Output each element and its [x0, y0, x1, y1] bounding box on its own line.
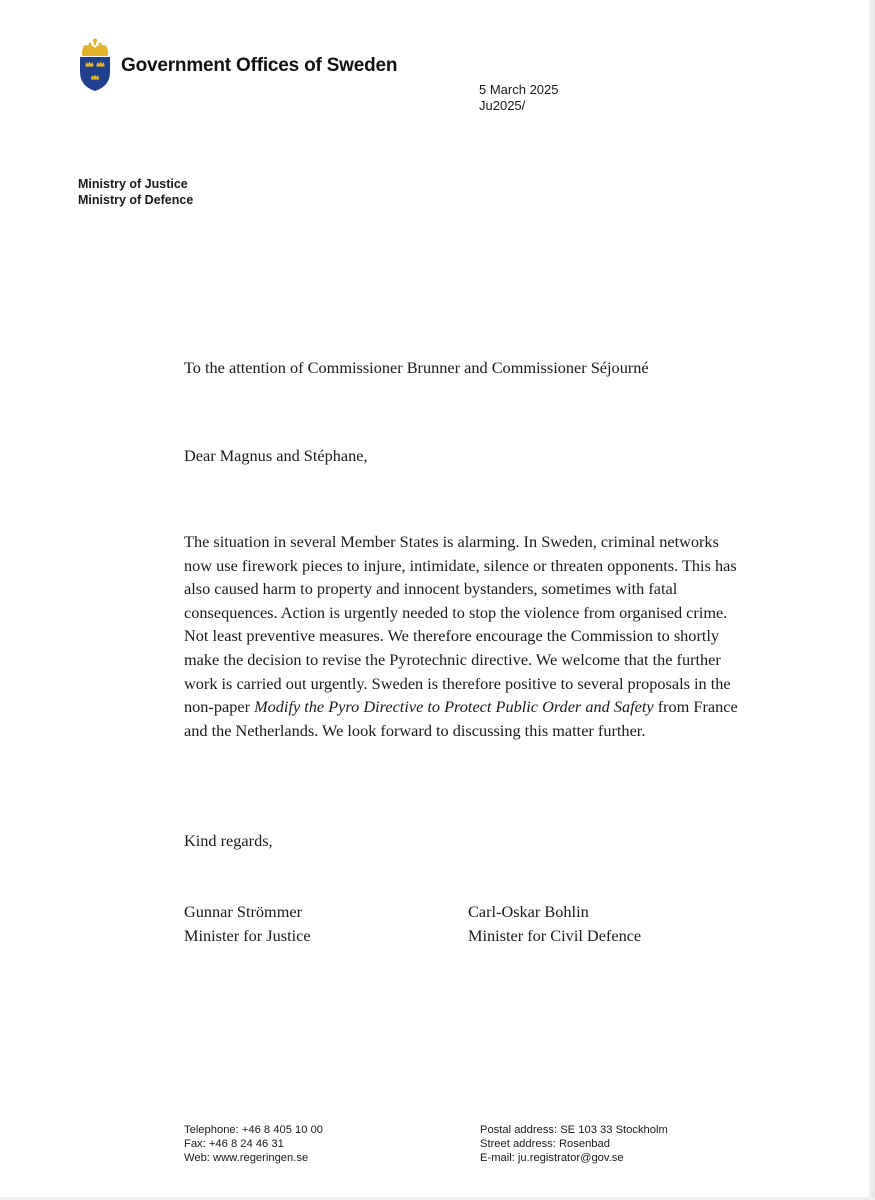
date-reference-block — [479, 82, 559, 114]
footer-contact — [184, 1123, 323, 1165]
signatory-title: Minister for Civil Defence — [468, 925, 642, 945]
body-text-part-1: The situation in several Member States is alarming. In Sweden, criminal networks now use firework pieces to injure, intimidate, silence or threaten opponents. This has also caused harm to property and innocent bystanders, sometimes with fatal consequences. Action is urgently needed to stop the violence from organised crime. Not least preventive measures. We therefore encourage the Commission to shortly make the decision to revise the Pyrotechnic directive. We welcome that the further work is carried out urgently. Sweden is therefore positive to several proposals in the non-paper — [184, 532, 737, 717]
footer-fax: Fax: +46 8 24 46 31 — [184, 1138, 284, 1150]
letter-body — [184, 530, 744, 742]
signatory-title: Minister for Justice — [184, 925, 311, 945]
coat-of-arms-icon — [77, 38, 113, 92]
sender-ministries — [78, 176, 193, 208]
page-edge-right — [869, 0, 875, 1200]
ministry-defence: Ministry of Defence — [78, 193, 194, 207]
signatory-name: Carl-Oskar Bohlin — [468, 902, 589, 921]
ministry-justice: Ministry of Justice — [78, 177, 188, 191]
signature-block-civil-defence — [468, 900, 641, 947]
reference-number: Ju2025/ — [479, 98, 526, 113]
body-text-part-2: from France and the Netherlands. We look forward to discussing this matter further. — [184, 697, 738, 740]
signatory-name: Gunnar Strömmer — [184, 902, 303, 921]
salutation: Dear Magnus and Stéphane, — [184, 446, 368, 465]
footer-street-address: Street address: Rosenbad — [480, 1138, 610, 1150]
closing: Kind regards, — [184, 831, 273, 850]
footer-web: Web: www.regeringen.se — [184, 1152, 309, 1164]
attention-line: To the attention of Commissioner Brunner and Commissioner Séjourné — [184, 358, 649, 377]
signature-block-justice — [184, 900, 311, 947]
footer-telephone: Telephone: +46 8 405 10 00 — [184, 1124, 324, 1136]
footer-postal-address: Postal address: SE 103 33 Stockholm — [480, 1124, 668, 1136]
organization-name: Government Offices of Sweden — [121, 55, 398, 76]
non-paper-title: Modify the Pyro Directive to Protect Public Order and Safety — [254, 697, 654, 717]
footer-address — [480, 1123, 668, 1165]
footer-email: E-mail: ju.registrator@gov.se — [480, 1152, 624, 1164]
letter-date: 5 March 2025 — [479, 82, 559, 97]
